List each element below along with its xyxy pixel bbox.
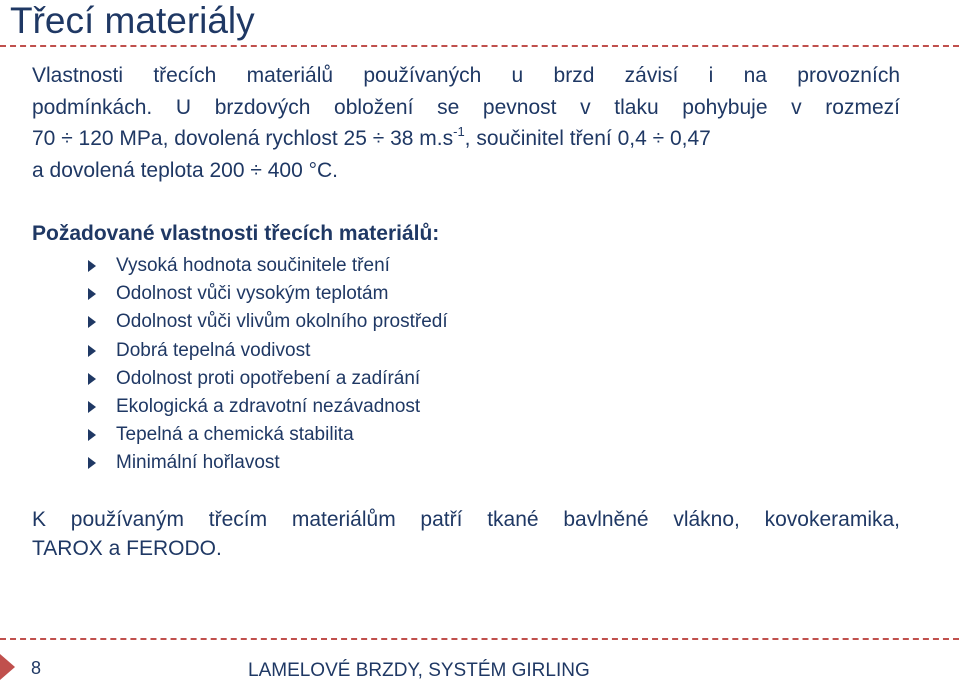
triangle-bullet-icon [88, 457, 96, 469]
footer-divider [0, 638, 959, 640]
list-item [88, 280, 448, 308]
triangle-bullet-icon [88, 373, 96, 385]
list-item [88, 365, 448, 393]
intro-line-3 [32, 123, 900, 155]
conclusion-paragraph [32, 505, 900, 563]
intro-line-1: Vlastnosti třecích materiálů používaných u brzd závisí i na provozních [32, 64, 900, 87]
list-item [88, 421, 448, 449]
list-item [88, 393, 448, 421]
list-item-label: Dobrá tepelná vodivost [116, 339, 311, 361]
list-item [88, 252, 448, 280]
intro-line-3-text: 70 ÷ 120 MPa, dovolená rychlost 25 ÷ 38 m.s [32, 127, 454, 150]
title-divider [0, 45, 959, 47]
conclusion-line-1: K používaným třecím materiálům patří tkané bavlněné vlákno, kovokeramika, [32, 508, 900, 531]
requirements-list [88, 252, 448, 478]
slide-title: Třecí materiály [10, 0, 255, 41]
list-item-label: Ekologická a zdravotní nezávadnost [116, 395, 421, 417]
list-item [88, 449, 448, 477]
intro-line-4: a dovolená teplota 200 ÷ 400 °C. [32, 158, 338, 182]
triangle-bullet-icon [88, 288, 96, 300]
page-number: 8 [31, 658, 42, 678]
list-item-label: Minimální hořlavost [116, 452, 280, 474]
triangle-bullet-icon [88, 401, 96, 413]
requirements-heading: Požadované vlastnosti třecích materiálů: [32, 222, 440, 245]
triangle-bullet-icon [88, 316, 96, 328]
intro-line-3-rest: , součinitel tření 0,4 ÷ 0,47 [464, 127, 711, 150]
list-item-label: Vysoká hodnota součinitele tření [116, 255, 390, 276]
triangle-bullet-icon [88, 260, 96, 272]
footer-title: LAMELOVÉ BRZDY, SYSTÉM GIRLING [248, 660, 590, 681]
unit-exponent: -1 [453, 124, 465, 139]
list-item-label: Odolnost vůči vlivům okolního prostředí [116, 311, 448, 333]
conclusion-line-2: TAROX a FERODO. [32, 537, 222, 560]
footer-arrow-icon [0, 654, 15, 680]
list-item-label: Odolnost vůči vysokým teplotám [116, 283, 389, 305]
list-item [88, 308, 448, 336]
list-item-label: Tepelná a chemická stabilita [116, 424, 354, 446]
list-item-label: Odolnost proti opotřebení a zadírání [116, 367, 421, 389]
triangle-bullet-icon [88, 429, 96, 441]
triangle-bullet-icon [88, 345, 96, 357]
list-item [88, 337, 448, 365]
intro-paragraph [32, 60, 900, 186]
intro-line-2: podmínkách. U brzdových obložení se pevnost v tlaku pohybuje v rozmezí [32, 95, 900, 119]
